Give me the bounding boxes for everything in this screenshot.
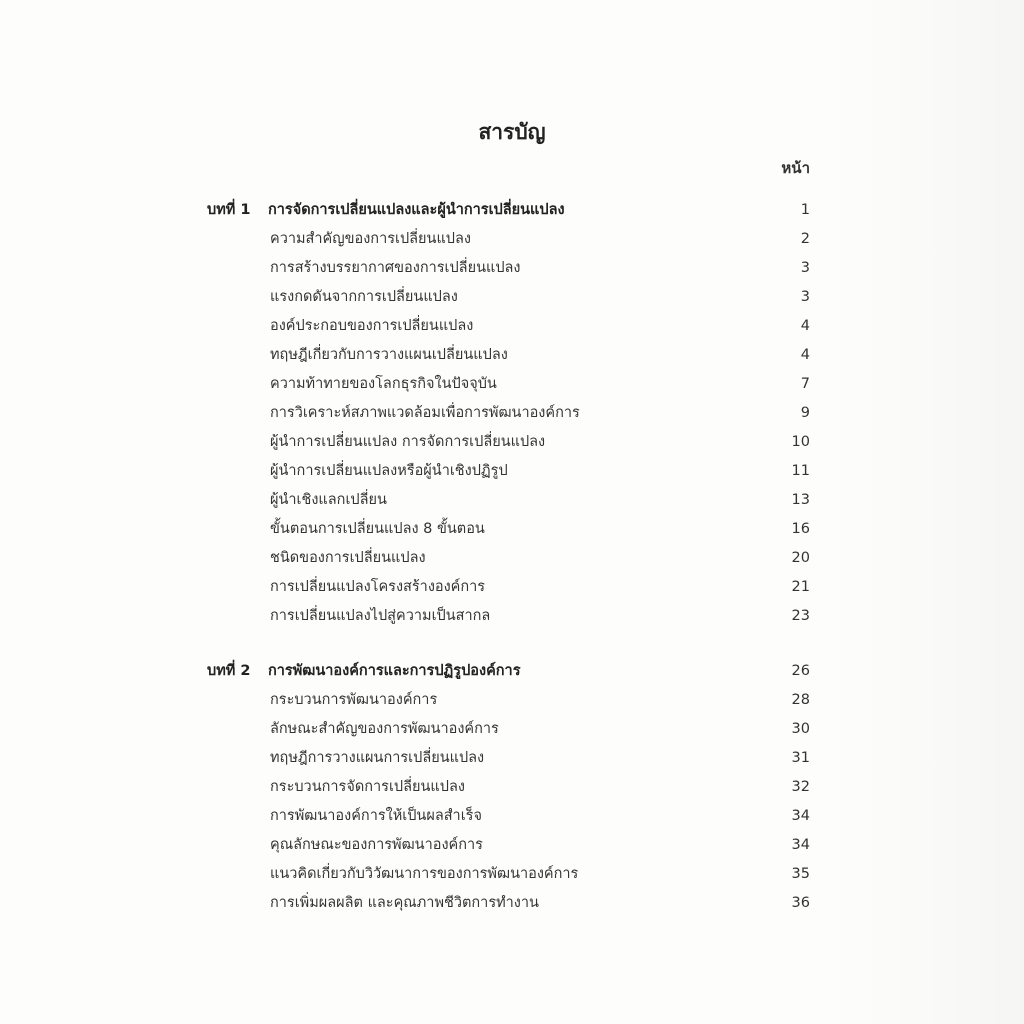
toc-entry-page-number: 31: [791, 750, 810, 766]
toc-entry-page-number: 36: [791, 895, 810, 911]
toc-entry-row: [0, 399, 1024, 428]
toc-entry-row: [0, 370, 1024, 399]
toc-entry-row: [0, 283, 1024, 312]
toc-entry-row: [0, 225, 1024, 254]
toc-entry-row: [0, 802, 1024, 831]
toc-entry-title: ผู้นำการเปลี่ยนแปลงหรือผู้นำเชิงปฏิรูป: [270, 463, 508, 479]
toc-entry-title: คุณลักษณะของการพัฒนาองค์การ: [270, 837, 483, 853]
toc-entry-title: แนวคิดเกี่ยวกับวิวัฒนาการของการพัฒนาองค์การ: [270, 866, 579, 882]
toc-entry-page-number: 34: [791, 837, 810, 853]
toc-entry-title: การสร้างบรรยากาศของการเปลี่ยนแปลง: [270, 260, 521, 276]
toc-entry-title: ผู้นำเชิงแลกเปลี่ยน: [270, 492, 387, 508]
toc-entry-row: [0, 889, 1024, 918]
toc-entry-title: ขั้นตอนการเปลี่ยนแปลง 8 ขั้นตอน: [270, 521, 485, 537]
toc-entry-page-number: 32: [791, 779, 810, 795]
toc-entry-page-number: 16: [791, 521, 810, 537]
toc-entry-title: กระบวนการพัฒนาองค์การ: [270, 692, 438, 708]
toc-entry-title: ความท้าทายของโลกธุรกิจในปัจจุบัน: [270, 376, 497, 392]
toc-entry-page-number: 3: [800, 260, 810, 276]
toc-entry-title: การเปลี่ยนแปลงโครงสร้างองค์การ: [270, 579, 486, 595]
toc-entry-page-number: 2: [800, 231, 810, 247]
toc-entry-page-number: 4: [800, 347, 810, 363]
chapter-heading-row: [0, 196, 1024, 225]
chapter-page-number: 1: [800, 202, 810, 218]
page-title: สารบัญ: [478, 120, 546, 144]
toc-entry-page-number: 30: [791, 721, 810, 737]
toc-entry-title: การพัฒนาองค์การให้เป็นผลสำเร็จ: [270, 808, 482, 824]
toc-entry-page-number: 4: [800, 318, 810, 334]
toc-entry-page-number: 11: [791, 463, 810, 479]
toc-entry-page-number: 7: [800, 376, 810, 392]
toc-entry-row: [0, 312, 1024, 341]
toc-entry-title: การเพิ่มผลผลิต และคุณภาพชีวิตการทำงาน: [270, 895, 539, 911]
toc-entry-row: [0, 686, 1024, 715]
toc-entry-page-number: 3: [800, 289, 810, 305]
toc-entry-title: การเปลี่ยนแปลงไปสู่ความเป็นสากล: [270, 608, 491, 624]
toc-entry-title: ทฤษฎีการวางแผนการเปลี่ยนแปลง: [270, 750, 485, 766]
toc-entry-row: [0, 428, 1024, 457]
toc-entry-page-number: 34: [791, 808, 810, 824]
chapter-heading-row: [0, 657, 1024, 686]
chapter-page-number: 26: [791, 663, 810, 679]
toc-entry-page-number: 21: [791, 579, 810, 595]
toc-entry-page-number: 10: [791, 434, 810, 450]
toc-entry-row: [0, 573, 1024, 602]
toc-entry-title: ชนิดของการเปลี่ยนแปลง: [270, 550, 426, 566]
toc-entry-row: [0, 831, 1024, 860]
toc-entry-title: ลักษณะสำคัญของการพัฒนาองค์การ: [270, 721, 499, 737]
toc-entry-title: การวิเคราะห์สภาพแวดล้อมเพื่อการพัฒนาองค์การ: [270, 405, 580, 421]
chapter-number: บทที่ 1: [207, 202, 251, 218]
toc-entry-title: ทฤษฎีเกี่ยวกับการวางแผนเปลี่ยนแปลง: [270, 347, 508, 363]
toc-entry-title: องค์ประกอบของการเปลี่ยนแปลง: [270, 318, 474, 334]
toc-entry-row: [0, 773, 1024, 802]
toc-entry-page-number: 9: [800, 405, 810, 421]
toc-entry-title: ความสำคัญของการเปลี่ยนแปลง: [270, 231, 471, 247]
toc-entry-page-number: 28: [791, 692, 810, 708]
toc-entry-row: [0, 602, 1024, 631]
toc-entry-page-number: 23: [791, 608, 810, 624]
toc-entry-page-number: 13: [791, 492, 810, 508]
toc-entry-title: ผู้นำการเปลี่ยนแปลง การจัดการเปลี่ยนแปลง: [270, 434, 546, 450]
chapter-title: การพัฒนาองค์การและการปฏิรูปองค์การ: [268, 663, 521, 679]
toc-entry-row: [0, 515, 1024, 544]
page-column-header: หน้า: [781, 159, 810, 177]
toc-entry-title: กระบวนการจัดการเปลี่ยนแปลง: [270, 779, 465, 795]
toc-entry-row: [0, 544, 1024, 573]
toc-entry-page-number: 35: [791, 866, 810, 882]
chapter-title: การจัดการเปลี่ยนแปลงและผู้นำการเปลี่ยนแปลง: [268, 202, 565, 218]
toc-entry-title: แรงกดดันจากการเปลี่ยนแปลง: [270, 289, 458, 305]
toc-entry-row: [0, 715, 1024, 744]
toc-entry-row: [0, 486, 1024, 515]
toc-entry-row: [0, 860, 1024, 889]
toc-entry-page-number: 20: [791, 550, 810, 566]
chapter-number: บทที่ 2: [207, 663, 251, 679]
toc-entry-row: [0, 341, 1024, 370]
toc-entry-row: [0, 457, 1024, 486]
toc-entry-row: [0, 254, 1024, 283]
toc-entry-row: [0, 744, 1024, 773]
